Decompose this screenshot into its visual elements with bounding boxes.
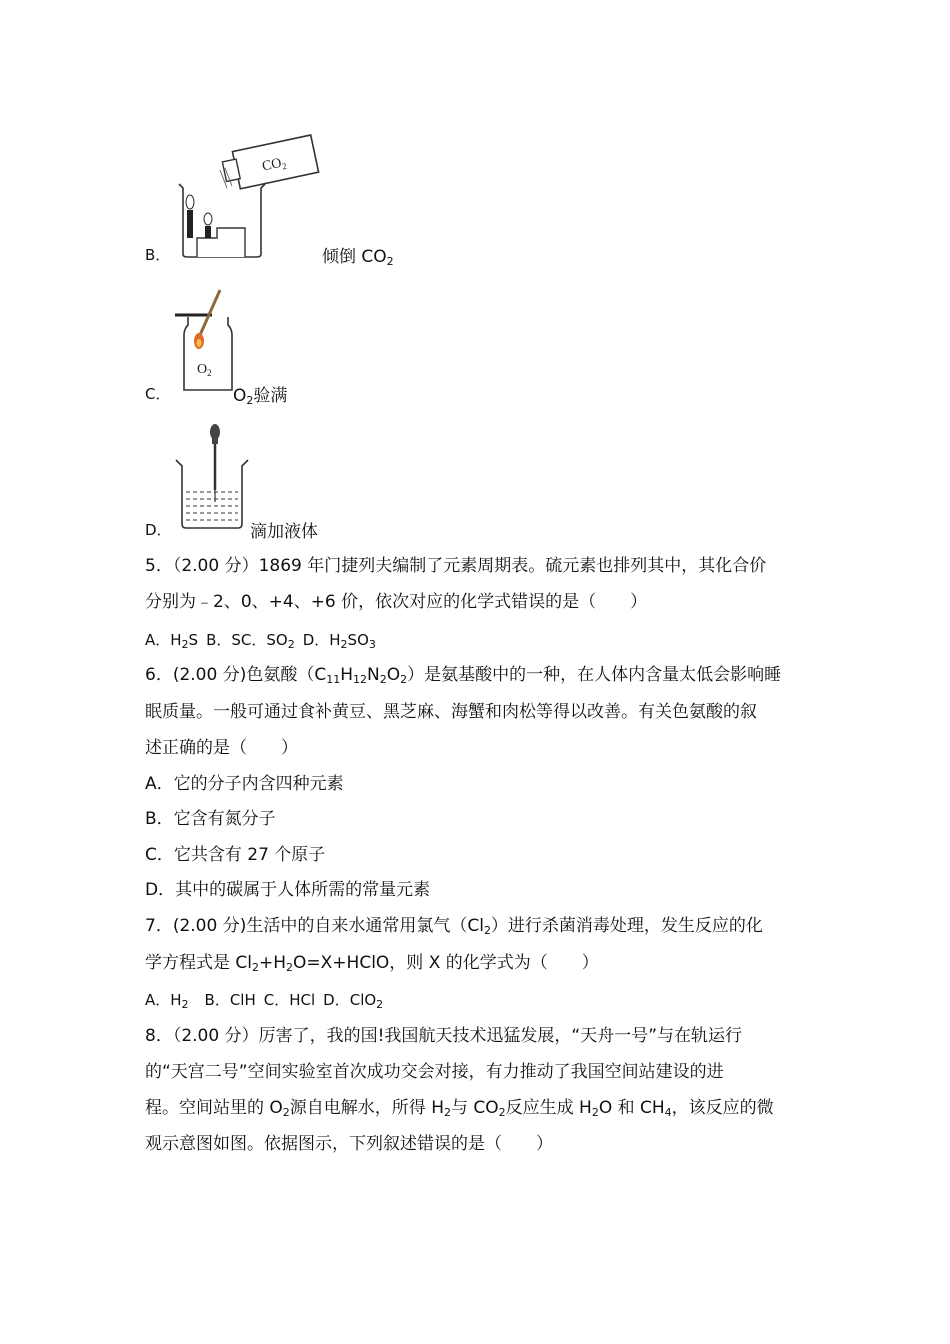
q5-option-a[interactable]: A．$H_2S$ xyxy=(145,631,199,651)
q7-option-d[interactable]: D．ClO$_2$ xyxy=(323,991,384,1011)
option-d-caption: 滴加液体 xyxy=(250,522,318,542)
q8-line-1: 8．（2.00 分）厉害了，我的国!我国航天技术迅猛发展，“天舟一号”与在轨运行 xyxy=(145,1026,742,1046)
q6-option-a[interactable]: A．它的分子内含四种元素 xyxy=(145,774,344,794)
q6-option-d[interactable]: D．其中的碳属于人体所需的常量元素 xyxy=(145,880,431,900)
q6-option-c[interactable]: C．它共含有 27 个原子 xyxy=(145,845,326,865)
q7-line-2: 学方程式是 $Cl_2+H_2O=X+HClO$，则 X 的化学式为（ ） xyxy=(145,953,599,974)
option-d-label: D． xyxy=(145,521,172,539)
q8-line-4: 观示意图如图。依据图示，下列叙述错误的是（ ） xyxy=(145,1134,553,1154)
pouring-co2-illustration xyxy=(175,130,325,260)
q5-line-1: 5．（2.00 分）1869 年门捷列夫编制了元素周期表。硫元素也排列其中，其化合价 xyxy=(145,556,767,576)
q7-line-1: 7．(2.00 分)生活中的自来水通常用氯气$(Cl_2)$进行杀菌消毒处理，发生反应的化 xyxy=(145,916,763,937)
q5-option-c[interactable]: C．$SO_2$ xyxy=(240,631,295,651)
o2-test-illustration xyxy=(170,285,240,400)
q7-option-c[interactable]: C．HCl xyxy=(263,991,316,1009)
q5-options xyxy=(145,630,376,650)
option-b-label: B． xyxy=(145,246,171,264)
q8-line-2: 的“天宫二号”空间实验室首次成功交会对接，有力推动了我国空间站建设的进 xyxy=(145,1062,724,1082)
q6-line-2: 眠质量。一般可通过食补黄豆、黑芝麻、海蟹和肉松等得以改善。有关色氨酸的叙 xyxy=(145,702,757,722)
option-b-caption: 倾倒 $CO_2$ xyxy=(322,247,394,268)
bottle-label: $CO_2$ xyxy=(260,155,288,175)
q7-option-b[interactable]: B．ClH xyxy=(204,991,256,1009)
q8-line-3: 程。空间站里的 $O_2$源自电解水，所得 $H_2$与 $CO_2$反应生成 $H_2O$ 和 $CH_4$，该反应的微 xyxy=(145,1098,774,1119)
q7-options xyxy=(145,990,383,1010)
q6-line-1: 6．(2.00 分)色氨酸$(C_{11}H_{12}N_2O_2)$是氨基酸中的一种，在人体内含量太低会影响睡 xyxy=(145,665,782,686)
option-c-label: C． xyxy=(145,385,171,403)
q5-line-2: 分别为﹣2、0、+4、+6 价，依次对应的化学式错误的是（ ） xyxy=(145,592,648,612)
q7-option-a[interactable]: A．$H_2$ xyxy=(145,991,189,1011)
option-c-caption: $O_2$验满 xyxy=(233,386,288,407)
q6-line-3: 述正确的是（ ） xyxy=(145,738,298,758)
dropper-illustration xyxy=(172,420,252,532)
q5-option-b[interactable]: B．S xyxy=(206,631,241,649)
jar-label: $O_2$ xyxy=(197,362,212,378)
q6-option-b[interactable]: B．它含有氮分子 xyxy=(145,809,276,829)
q5-option-d[interactable]: D．$H_2SO_3$ xyxy=(302,631,376,651)
